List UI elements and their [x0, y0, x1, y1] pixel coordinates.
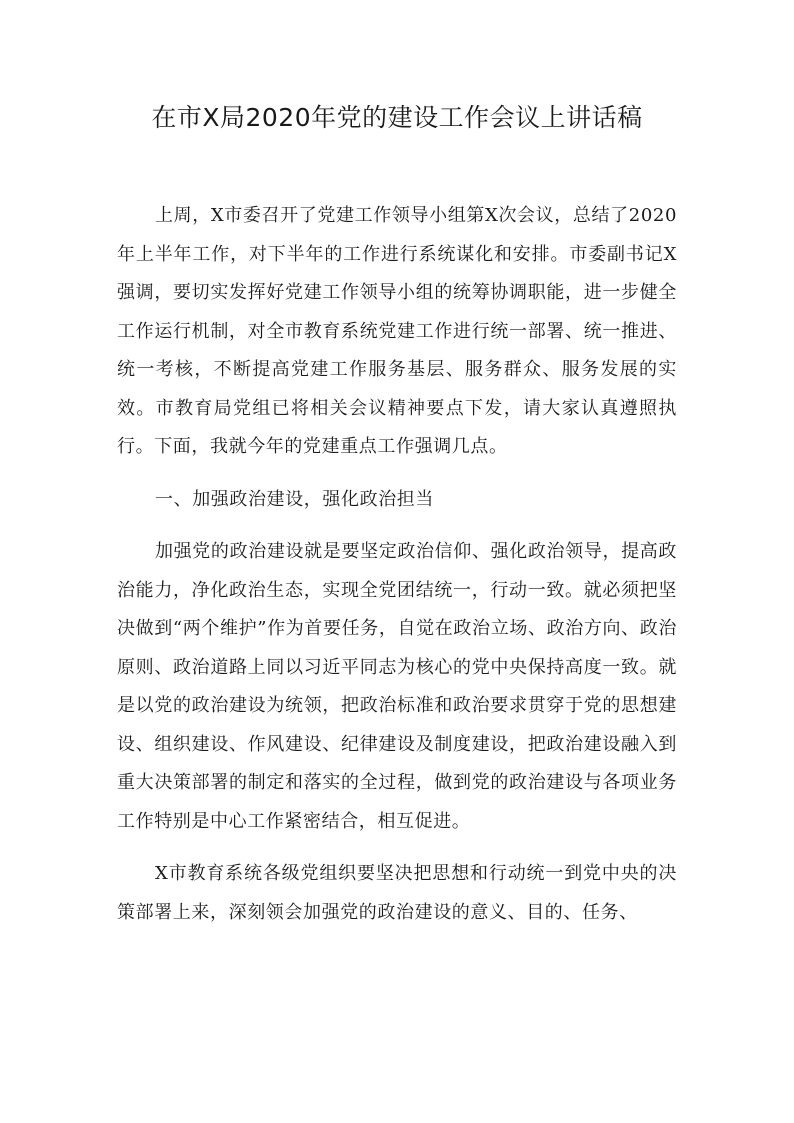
- document-body: [117, 197, 677, 932]
- paragraph-political-building: 加强党的政治建设就是要坚定政治信仰、强化政治领导，提高政治能力，净化政治生态，实现全党团结统一，行动一致。就必须把坚决做到“两个维护”作为首要任务，自觉在政治立场、政治方向、政治原则、政治道路上同以习近平同志为核心的党中央保持高度一致。就是以党的政治建设为统领，把政治标准和政治要求贯穿于党的思想建设、组织建设、作风建设、纪律建设及制度建设，把政治建设融入到重大决策部署的制定和落实的全过程，做到党的政治建设与各项业务工作特别是中心工作紧密结合，相互促进。: [117, 541, 677, 832]
- document-title: 在市X局2020年党的建设工作会议上讲话稿: [151, 103, 643, 132]
- paragraph-education-system: X市教育系统各级党组织要坚决把思想和行动统一到党中央的决策部署上来，深刻领会加强党的政治建设的意义、目的、任务、: [117, 863, 677, 923]
- paragraph-intro: 上周，X市委召开了党建工作领导小组第X次会议，总结了2020年上半年工作，对下半年的工作进行系统谋化和安排。市委副书记X强调，要切实发挥好党建工作领导小组的统筹协调职能，进一步健全工作运行机制，对全市教育系统党建工作进行统一部署、统一推进、统一考核，不断提高党建工作服务基层、服务群众、服务发展的实效。市教育局党组已将相关会议精神要点下发，请大家认真遵照执行。下面，我就今年的党建重点工作强调几点。: [117, 205, 677, 457]
- section-heading-1: 一、加强政治建设，强化政治担当: [155, 488, 434, 510]
